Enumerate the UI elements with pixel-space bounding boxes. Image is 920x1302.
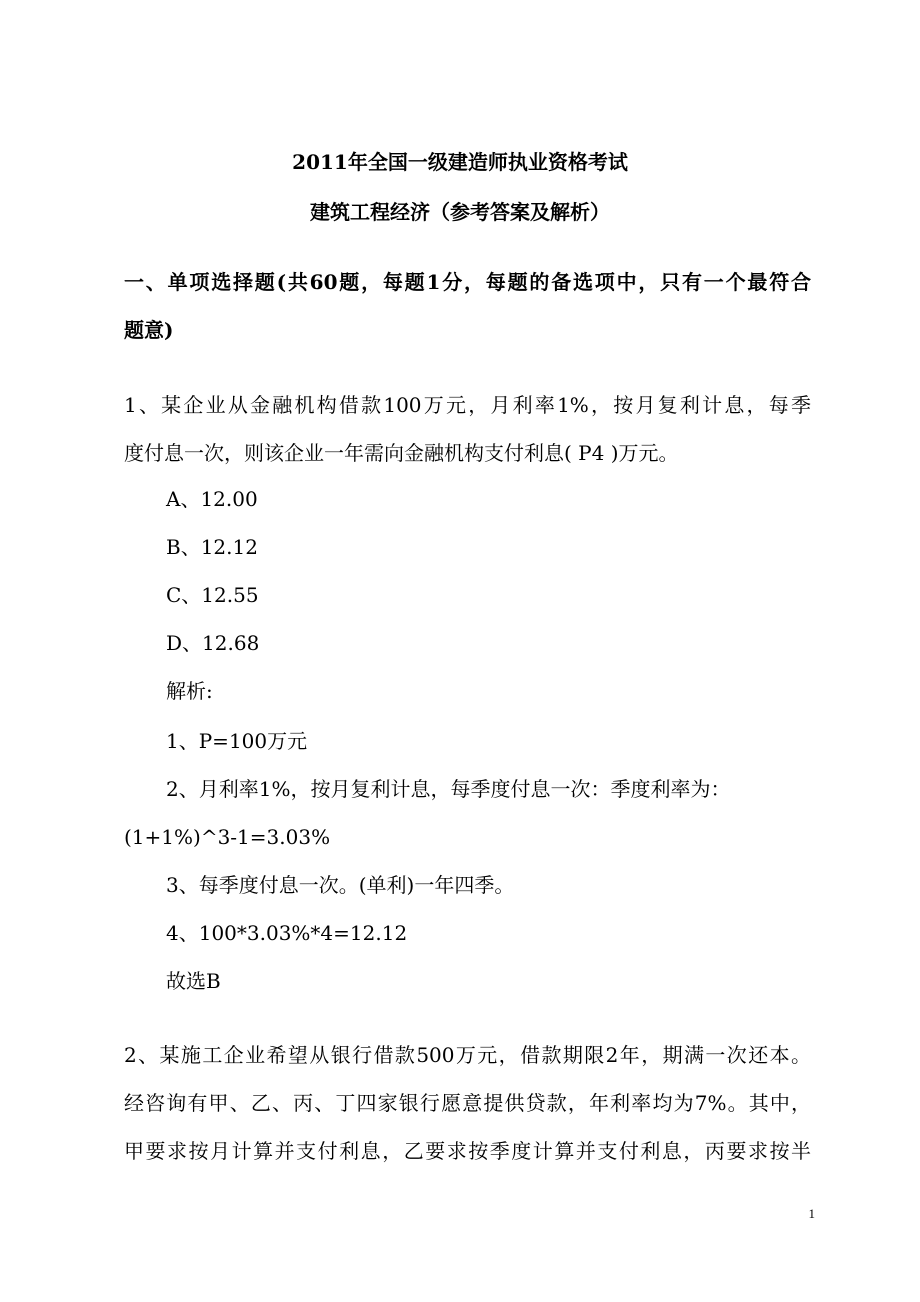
- section-heading-line2: 题意): [124, 318, 174, 342]
- document-title-line2: 建筑工程经济（参考答案及解析）: [310, 200, 610, 224]
- analysis-conclusion: 故选B: [166, 969, 221, 993]
- analysis-step-3: 3、每季度付息一次。(单利)一年四季。: [166, 873, 515, 897]
- question1-option-c: C、12.55: [166, 583, 259, 607]
- analysis-step-1: 1、P=100万元: [166, 729, 308, 753]
- analysis-step-2-continued: (1+1%)^3-1=3.03%: [124, 825, 331, 849]
- analysis-step-2: 2、月利率1%，按月复利计息，每季度付息一次：季度利率为：: [166, 777, 731, 801]
- section-heading-line1: 一、单项选择题(共60题，每题1分，每题的备选项中，只有一个最符合: [124, 270, 811, 294]
- question1-option-a: A、12.00: [166, 487, 258, 511]
- question1-option-d: D、12.68: [166, 631, 260, 655]
- question2-line2: 经咨询有甲、乙、丙、丁四家银行愿意提供贷款，年利率均为7%。其中，: [124, 1091, 811, 1115]
- question1-option-b: B、12.12: [166, 535, 258, 559]
- page-number: 1: [808, 1206, 815, 1221]
- question1-stem-line1: 1、某企业从金融机构借款100万元，月利率1%，按月复利计息，每季: [124, 393, 811, 417]
- analysis-step-4: 4、100*3.03%*4=12.12: [166, 921, 408, 945]
- question2-line3: 甲要求按月计算并支付利息，乙要求按季度计算并支付利息，丙要求按半: [124, 1139, 811, 1163]
- document-title-line1: 2011年全国一级建造师执业资格考试: [292, 150, 628, 174]
- question2-line1: 2、某施工企业希望从银行借款500万元，借款期限2年，期满一次还本。: [124, 1043, 811, 1067]
- analysis-label: 解析:: [166, 679, 213, 703]
- question1-stem-line2: 度付息一次，则该企业一年需向金融机构支付利息( P4 )万元。: [124, 441, 679, 465]
